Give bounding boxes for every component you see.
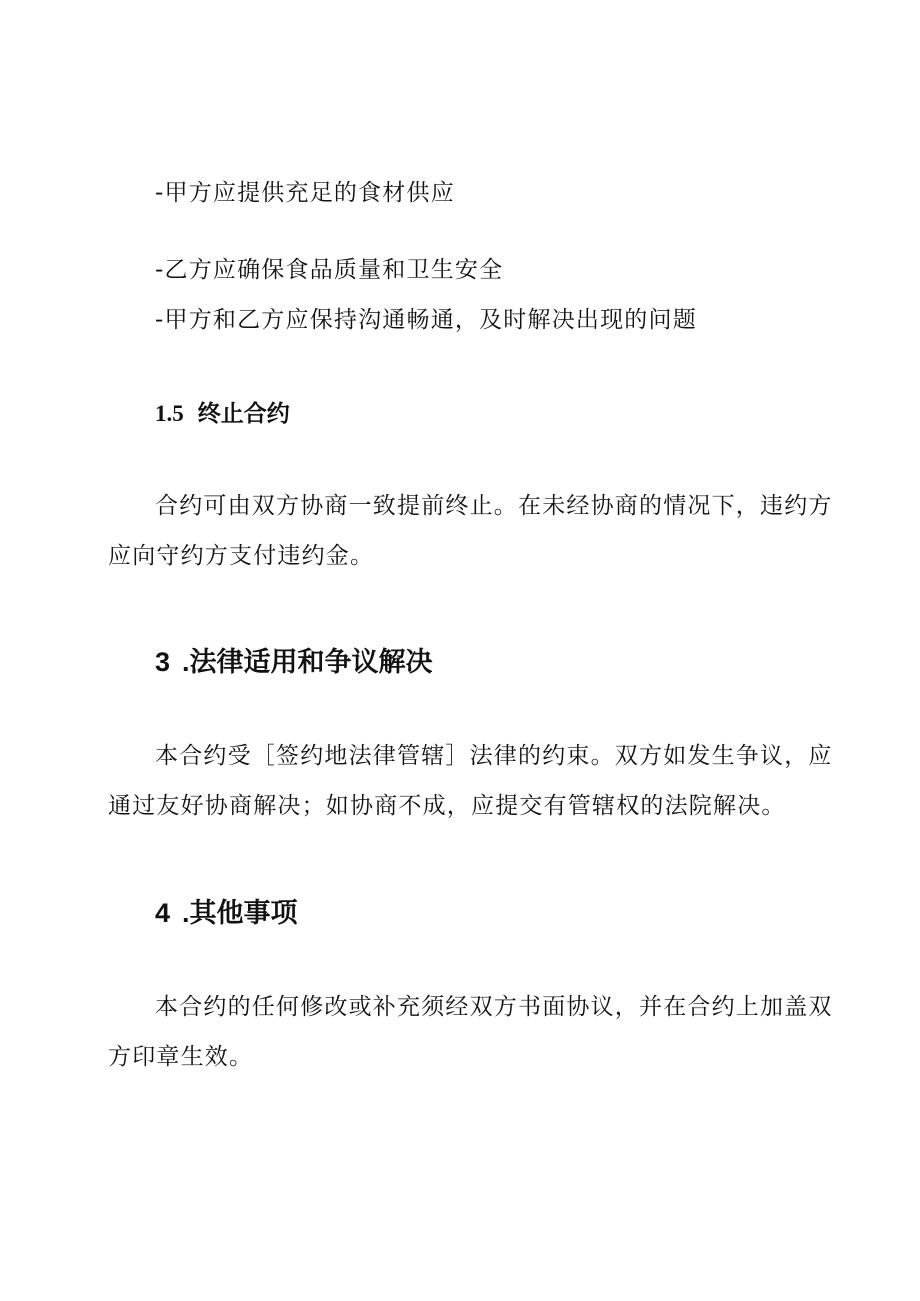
paragraph-line: 方印章生效。 (108, 1044, 254, 1070)
section-heading-other-matters (155, 896, 298, 930)
section-heading-law-disputes (155, 645, 433, 679)
section-title: .法律适用和争议解决 (182, 647, 433, 677)
section-title: 终止合约 (197, 401, 290, 427)
paragraph-line: 应向守约方支付违约金。 (108, 543, 375, 569)
paragraph-line: 本合约受［签约地法律管辖］法律的约束。双方如发生争议，应 (155, 743, 833, 769)
paragraph-line: 通过友好协商解决；如协商不成，应提交有管辖权的法院解决。 (108, 793, 786, 819)
paragraph-line: 本合约的任何修改或补充须经双方书面协议，并在合约上加盖双 (155, 994, 833, 1020)
paragraph-line: 合约可由双方协商一致提前终止。在未经协商的情况下，违约方 (155, 493, 833, 519)
section-title: .其他事项 (182, 898, 298, 928)
section-number: 4 (155, 898, 171, 928)
section-number: 3 (155, 647, 171, 677)
bullet-item-food-safety: -乙方应确保食品质量和卫生安全 (155, 257, 504, 283)
section-number: 1.5 (155, 401, 184, 426)
section-heading-termination (155, 399, 290, 429)
bullet-item-communication: -甲方和乙方应保持沟通畅通，及时解决出现的问题 (155, 307, 697, 333)
bullet-item-food-supply: -甲方应提供充足的食材供应 (155, 180, 455, 206)
